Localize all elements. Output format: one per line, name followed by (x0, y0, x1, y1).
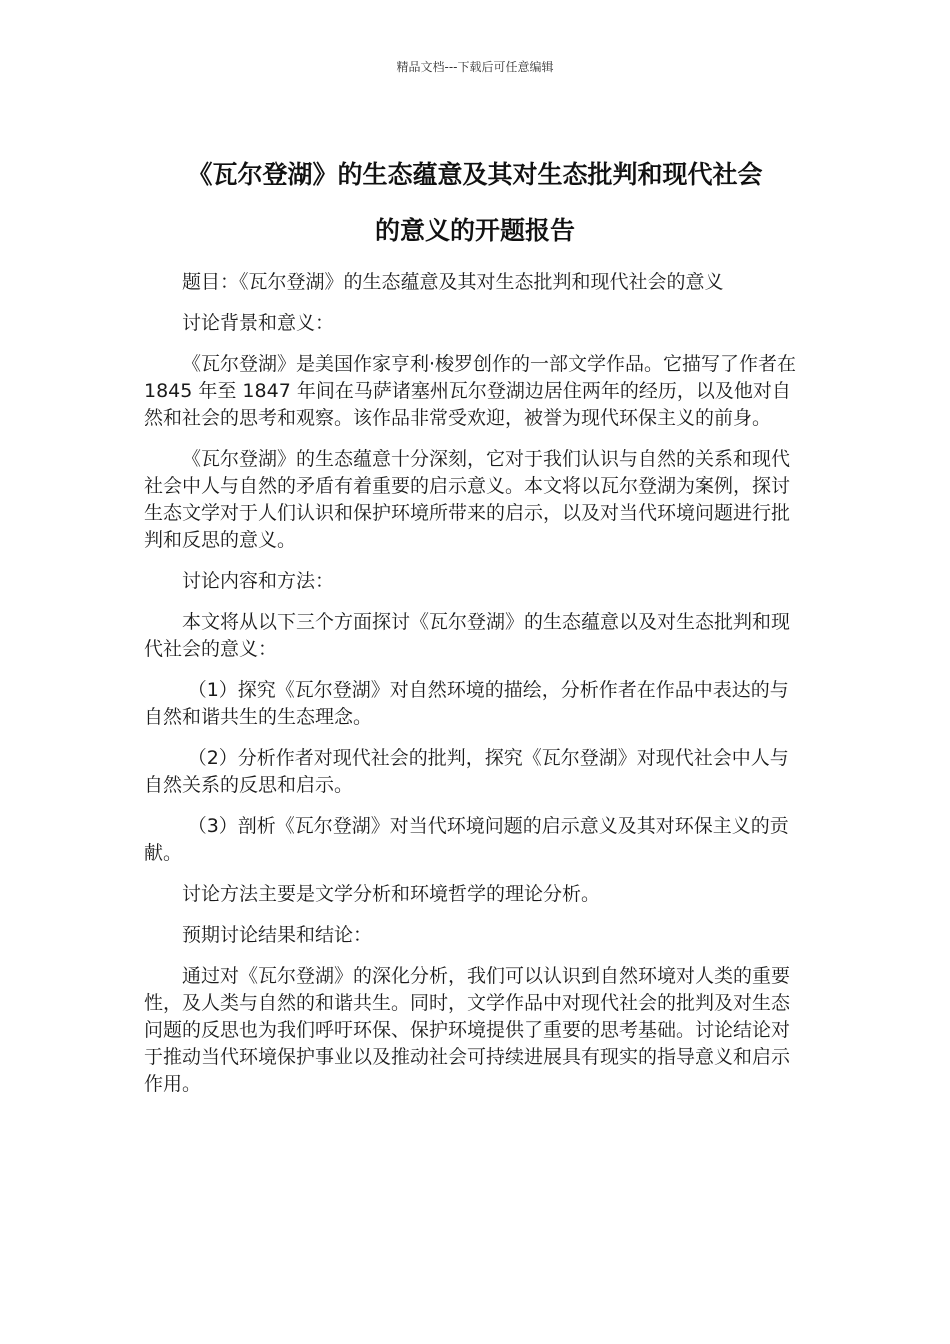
section-heading-background: 讨论背景和意义： (182, 312, 335, 334)
section-heading-method: 讨论内容和方法： (182, 570, 335, 592)
body-paragraph: 《瓦尔登湖》是美国作家亨利·梭罗创作的一部文学作品。它描写了作者在 1845 年至 1847 年间在马萨诸塞州瓦尔登湖边居住两年的经历，以及他对自然和社会的思考和观察。该作品非常受欢迎，被誉为现代环保主义的前身。 (144, 353, 797, 429)
title-line-1: 《瓦尔登湖》的生态蕴意及其对生态批判和现代社会 (187, 159, 763, 189)
body-paragraph: 通过对《瓦尔登湖》的深化分析，我们可以认识到自然环境对人类的重要性，及人类与自然的和谐共生。同时，文学作品中对现代社会的批判及对生态问题的反思也为我们呼吁环保、保护环境提供了重要的思考基础。讨论结论对于推动当代环境保护事业以及推动社会可持续进展具有现实的指导意义和启示作用。 (144, 965, 791, 1095)
list-item-3: （3）剖析《瓦尔登湖》对当代环境问题的启示意义及其对环保主义的贡献。 (144, 815, 789, 864)
list-item-2: （2）分析作者对现代社会的批判，探究《瓦尔登湖》对现代社会中人与自然关系的反思和启示。 (144, 747, 789, 796)
body-paragraph: 本文将从以下三个方面探讨《瓦尔登湖》的生态蕴意以及对生态批判和现代社会的意义： (144, 611, 791, 660)
document-body (144, 269, 806, 1112)
topic-line: 题目：《瓦尔登湖》的生态蕴意及其对生态批判和现代社会的意义 (182, 271, 724, 293)
list-item-1: （1）探究《瓦尔登湖》对自然环境的描绘，分析作者在作品中表达的与自然和谐共生的生态理念。 (144, 679, 789, 728)
body-paragraph: 讨论方法主要是文学分析和环境哲学的理论分析。 (182, 883, 601, 905)
body-paragraph: 《瓦尔登湖》的生态蕴意十分深刻，它对于我们认识与自然的关系和现代社会中人与自然的矛盾有着重要的启示意义。本文将以瓦尔登湖为案例，探讨生态文学对于人们认识和保护环境所带来的启示，以及对当代环境问题进行批判和反思的意义。 (144, 448, 791, 551)
header-note: 精品文档---下载后可任意编辑 (396, 60, 554, 74)
document-title (120, 147, 830, 259)
title-line-2: 的意义的开题报告 (374, 215, 575, 245)
section-heading-results: 预期讨论结果和结论： (182, 924, 373, 946)
